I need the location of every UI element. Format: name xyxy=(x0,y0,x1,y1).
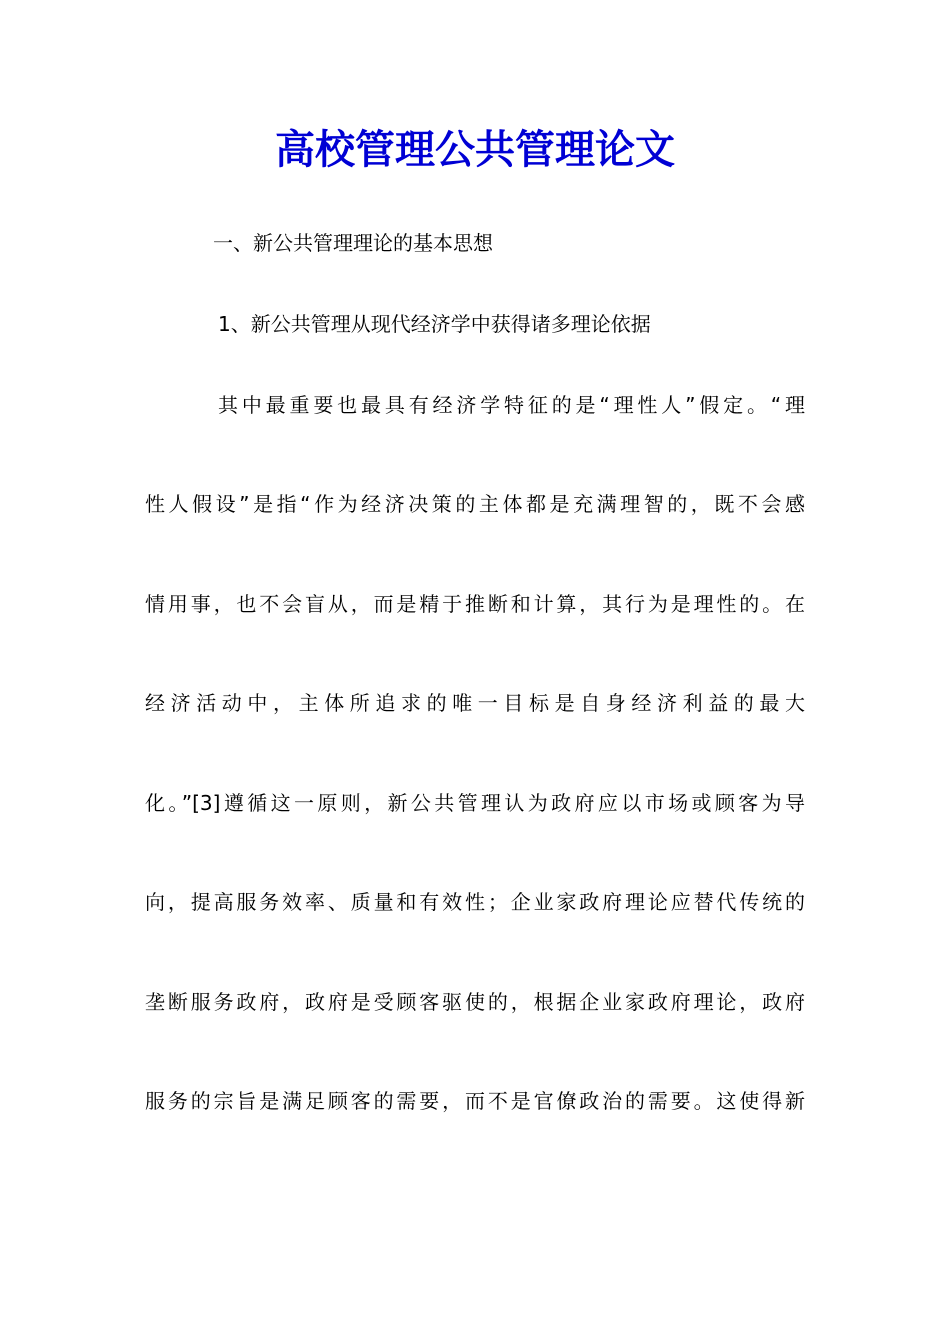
section-heading: 一、新公共管理理论的基本思想 xyxy=(213,231,493,255)
paragraph-line: 服务的宗旨是满足顾客的需要，而不是官僚政治的需要。这使得新 xyxy=(145,1089,805,1113)
document-title: 高校管理公共管理论文 xyxy=(275,126,675,173)
subsection-heading: 1、新公共管理从现代经济学中获得诸多理论依据 xyxy=(218,312,651,336)
paragraph-line: 经济活动中，主体所追求的唯一目标是自身经济利益的最大 xyxy=(145,691,805,715)
paragraph-line: 情用事，也不会盲从，而是精于推断和计算，其行为是理性的。在 xyxy=(145,592,805,616)
paragraph-line: 性人假设”是指“作为经济决策的主体都是充满理智的，既不会感 xyxy=(145,492,805,516)
paragraph-line: 垄断服务政府，政府是受顾客驱使的，根据企业家政府理论，政府 xyxy=(145,990,805,1014)
paragraph-line: 化。”[3]遵循这一原则，新公共管理认为政府应以市场或顾客为导 xyxy=(145,791,805,815)
paragraph-line: 向，提高服务效率、质量和有效性；企业家政府理论应替代传统的 xyxy=(145,890,805,914)
paragraph-line: 其中最重要也最具有经济学特征的是“理性人”假定。“理 xyxy=(218,393,805,417)
